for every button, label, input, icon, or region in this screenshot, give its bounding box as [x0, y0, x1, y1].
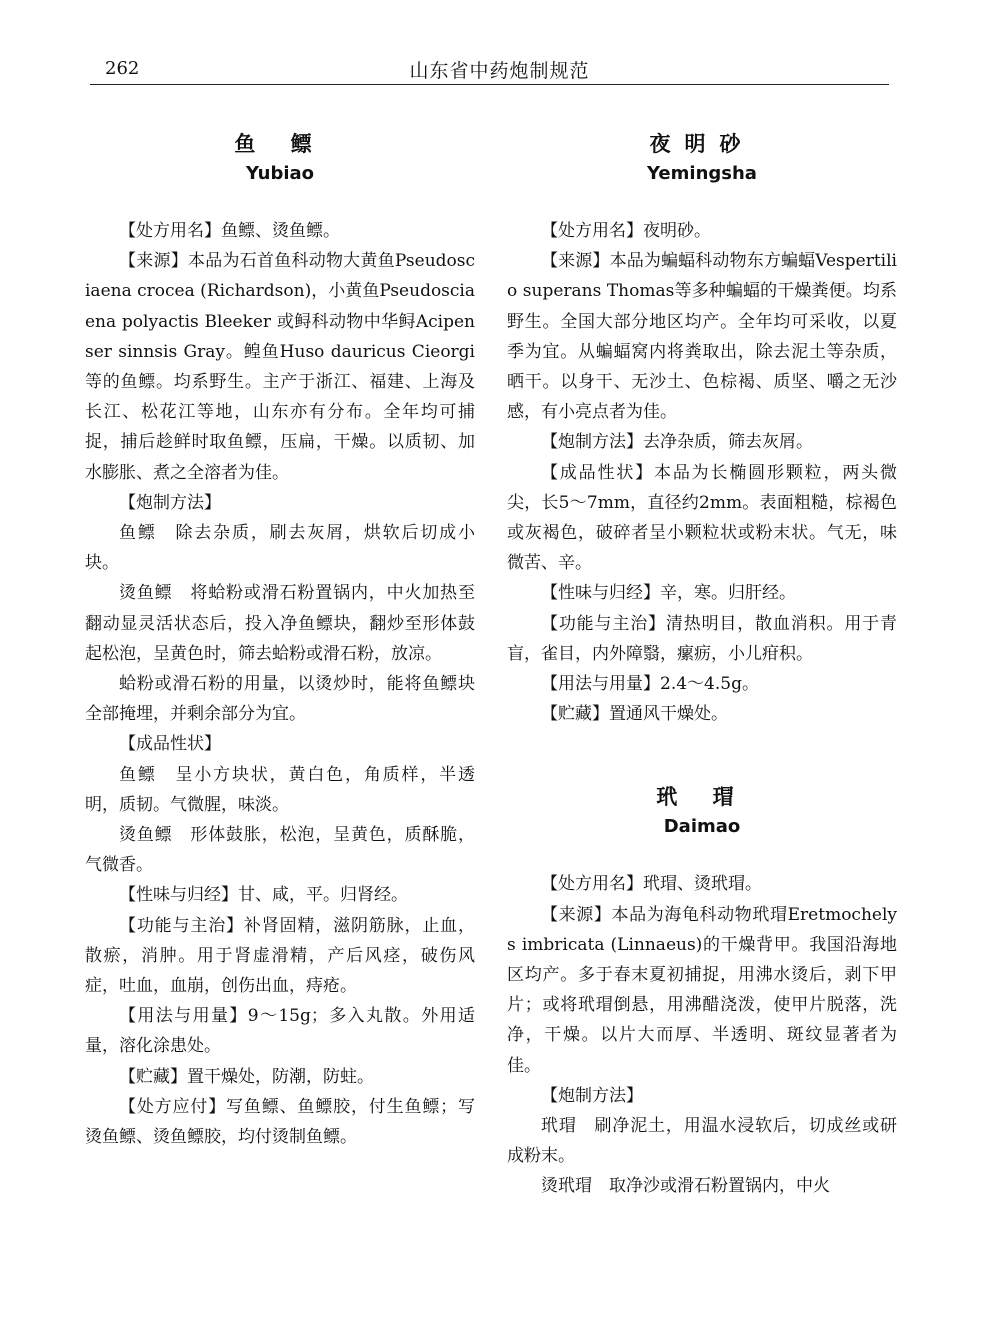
- paragraph: 烫鱼鳔 将蛤粉或滑石粉置锅内，中火加热至翻动显灵活状态后，投入净鱼鳔块，翻炒至形体鼓起松泡，呈黄色时，筛去蛤粉或滑石粉，放凉。: [85, 583, 475, 664]
- paragraph: 烫鱼鳔 形体鼓胀，松泡，呈黄色，质酥脆，气微香。: [85, 825, 475, 876]
- paragraph: 【处方应付】写鱼鳔、鱼鳔胶，付生鱼鳔；写烫鱼鳔、烫鱼鳔胶，均付烫制鱼鳔。: [85, 1096, 475, 1148]
- paragraph: 【性味与归经】辛，寒。归肝经。: [541, 583, 796, 604]
- paragraph: 蛤粉或滑石粉的用量，以烫炒时，能将鱼鳔块全部掩埋，并剩余部分为宜。: [85, 674, 475, 725]
- paragraph: 【处方用名】夜明砂。: [541, 221, 711, 241]
- paragraph: 【性味与归经】甘、咸，平。归肾经。: [119, 885, 408, 906]
- paragraph: 鱼鳔 呈小方块状，黄白色，角质样，半透明，质韧。气微腥，味淡。: [85, 764, 475, 815]
- entry-pinyin-daimao: Daimao: [663, 816, 741, 838]
- entry-pinyin-yemingsha: Yemingsha: [647, 163, 757, 184]
- paragraph: 【炮制方法】去净杂质，筛去灰屑。: [541, 432, 813, 453]
- paragraph: 【炮制方法】: [541, 1085, 643, 1106]
- paragraph: 【用法与用量】2.4～4.5g。: [541, 674, 759, 695]
- paragraph: 【来源】本品为蝙蝠科动物东方蝙蝠Vespertilio superans Thomas等多种蝙蝠的干燥粪便。均系野生。全国大部分地区均产。全年均可采收，以夏季为宜。从蝙蝠窝内将粪取出，除去泥土等杂质，晒干。以身干、无沙土、色棕褐、质坚、嚼之无沙感，有小亮点者为佳。: [507, 251, 897, 423]
- entry-title-yubiao: 鱼 鳔: [234, 131, 326, 156]
- paragraph: 【功能与主治】清热明目，散血消积。用于青盲，雀目，内外障翳，瘰疬，小儿疳积。: [507, 613, 897, 664]
- entry-body-daimao: [507, 869, 897, 1201]
- entry-body-yubiao: [85, 216, 475, 1152]
- header-rule: [90, 84, 889, 85]
- paragraph: 【功能与主治】补肾固精，滋阴筋脉，止血，散瘀，消肿。用于肾虚滑精，产后风痉，破伤风症，吐血，血崩，创伤出血，痔疮。: [85, 915, 475, 997]
- right-column: [507, 130, 897, 1202]
- paragraph: 烫玳瑁 取净沙或滑石粉置锅内，中火: [541, 1176, 830, 1197]
- running-title: 山东省中药炮制规范: [409, 60, 590, 82]
- paragraph: 【贮藏】置干燥处，防潮，防蛀。: [119, 1066, 374, 1087]
- paragraph: 【贮藏】置通风干燥处。: [541, 704, 728, 725]
- paragraph: 【处方用名】鱼鳔、烫鱼鳔。: [119, 221, 340, 241]
- entry-body-yemingsha: [507, 216, 897, 729]
- page-header: [0, 0, 999, 90]
- entry-pinyin-yubiao: Yubiao: [245, 163, 315, 184]
- left-column: [85, 130, 475, 1152]
- paragraph: 【来源】本品为海龟科动物玳瑁Eretmochelys imbricata (Linnaeus)的干燥背甲。我国沿海地区均产。多于春末夏初捕捉，用沸水烫后，剥下甲片；或将玳瑁倒悬，用沸醋浇泼，使甲片脱落，洗净，干燥。以片大而厚、半透明、斑纹显著者为佳。: [507, 904, 897, 1076]
- paragraph: 【处方用名】玳瑁、烫玳瑁。: [541, 874, 762, 895]
- paragraph: 【用法与用量】9～15g；多入丸散。外用适量，溶化涂患处。: [85, 1006, 475, 1057]
- paragraph: 鱼鳔 除去杂质，刷去灰屑，烘软后切成小块。: [85, 523, 475, 574]
- paragraph: 玳瑁 刷净泥土，用温水浸软后，切成丝或研成粉末。: [507, 1116, 897, 1167]
- paragraph: 【来源】本品为石首鱼科动物大黄鱼Pseudosciaena crocea (Richardson)，小黄鱼Pseudosciaena polyactis Bleeker 或鲟科动物中华鲟Acipenser sinnsis Gray。鳇鱼Huso dauricus Cieorgi等的鱼鳔。均系野生。主产于浙江、福建、上海及长江、松花江等地，山东亦有分布。全年均可捕捉，捕后趁鲜时取鱼鳔，压扁，干燥。以质韧、加水膨胀、煮之全溶者为佳。: [85, 251, 475, 483]
- paragraph: 【炮制方法】: [119, 492, 221, 513]
- paragraph: 【成品性状】本品为长椭圆形颗粒，两头微尖，长5～7mm，直径约2mm。表面粗糙，棕褐色或灰褐色，破碎者呈小颗粒状或粉末状。气无，味微苦、辛。: [507, 462, 897, 574]
- entry-title-daimao: 玳 瑁: [656, 784, 748, 810]
- page-number: 262: [105, 58, 140, 79]
- entry-title-yemingsha: 夜明砂: [649, 131, 755, 156]
- entry-spacer: [507, 729, 897, 783]
- paragraph: 【成品性状】: [119, 734, 221, 755]
